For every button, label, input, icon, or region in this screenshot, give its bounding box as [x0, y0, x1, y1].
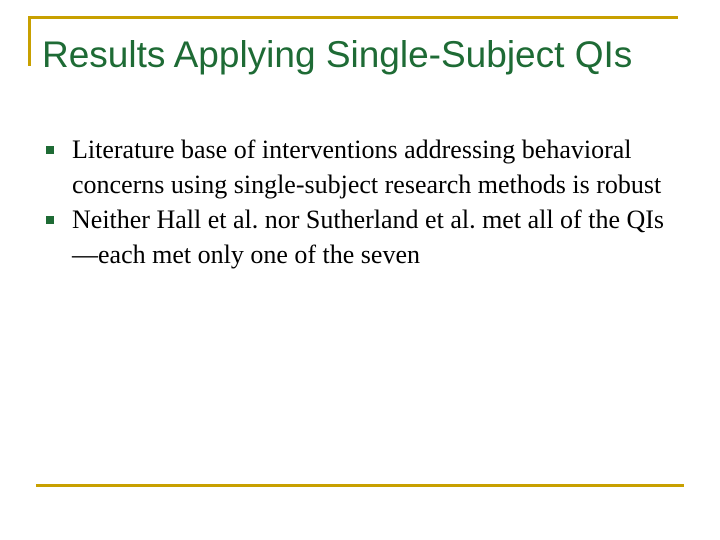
bullet-text: Literature base of interventions addressing behavioral concerns using single-subject research methods is robust	[72, 135, 662, 199]
bottom-divider	[36, 484, 684, 487]
bullet-item	[42, 132, 682, 202]
bullet-list	[42, 132, 682, 272]
slide-title: Results Applying Single-Subject QIs	[42, 34, 633, 75]
bullet-item	[42, 202, 682, 272]
left-divider	[28, 16, 31, 66]
square-bullet-icon	[46, 216, 54, 224]
bullet-text: Neither Hall et al. nor Sutherland et al. met all of the QIs—each met only one of the seven	[72, 205, 665, 269]
top-divider	[28, 16, 678, 19]
square-bullet-icon	[46, 146, 54, 154]
